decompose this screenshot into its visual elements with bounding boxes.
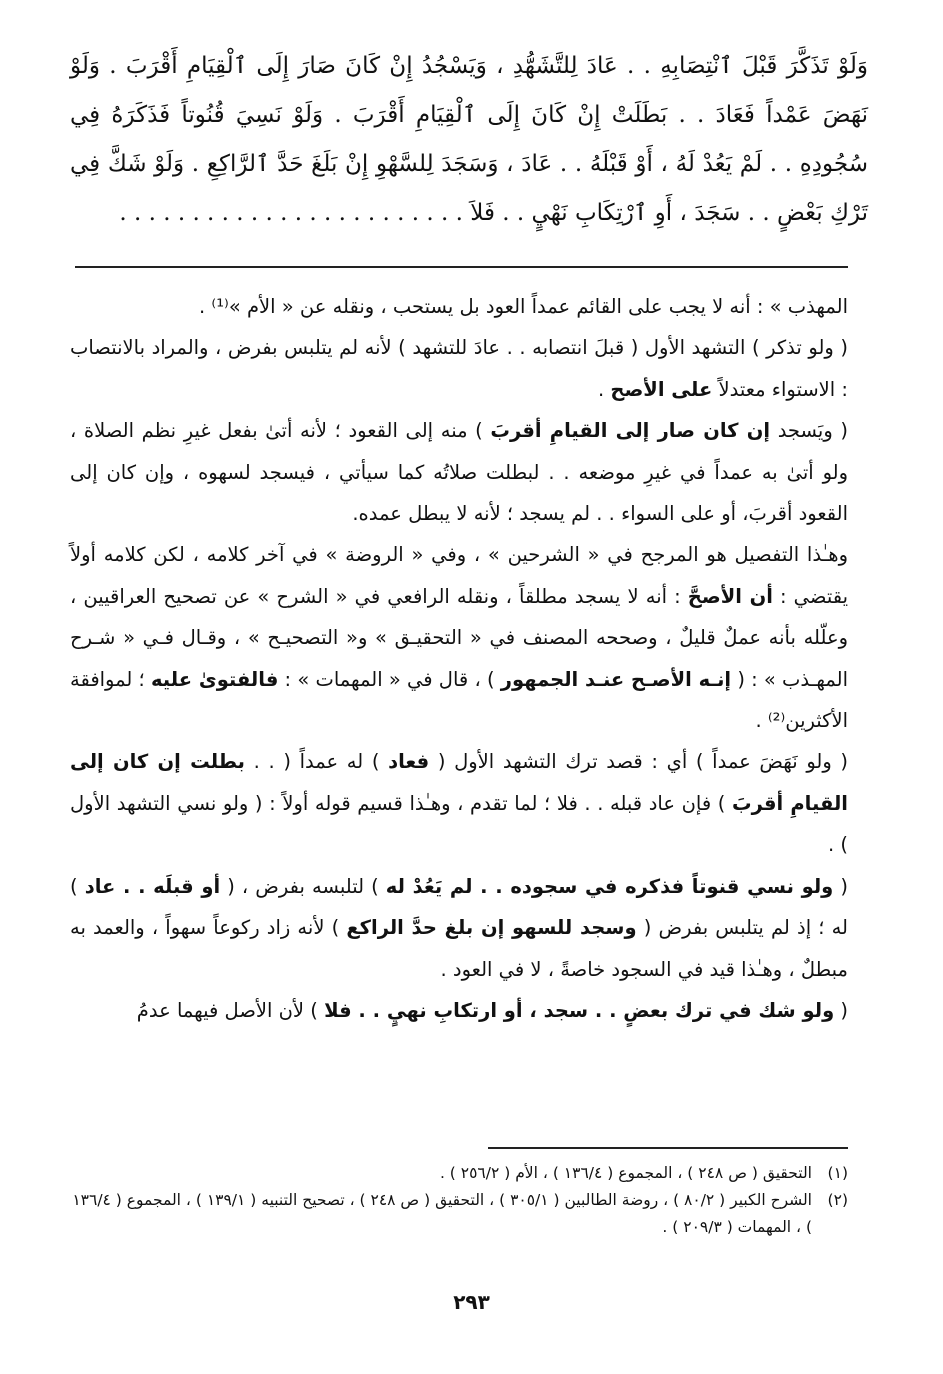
- sharh-paragraph-3: ( ويَسجد إن كان صار إلى القيامِ أقربَ ) منه إلى القعود ؛ لأنه أتىٰ بفعل غيرِ نظم الصلاة ، ولو أتىٰ به عمداً في غيرِ موضعه . . لبطلت صلاتُه كما سيأتي ، فيسجد لسهوه ، وإن كان إلى القعود أقربَ، أو على السواء . . لم يسجد ؛ لأنه لا يبطل عمده.: [70, 419, 848, 526]
- footnote-2: [70, 1187, 848, 1241]
- footnote-divider-line: [488, 1147, 848, 1149]
- sharh-paragraph-7: ( ولو شك في ترك بعضٍ . . سجد ، أو ارتكابِ نهيٍ . . فلا ) لأن الأصل فيهما عدمُ: [136, 998, 848, 1022]
- footnote-1: [70, 1160, 848, 1187]
- sharh-paragraph-5: ( ولو نَهَضَ عمداً ) أي : قصد ترك التشهد الأول ( فعاد ) له عمداً ( . . بطلت إن كان إلى القيامِ أقربَ ) فإن عاد قبله . . فلا ؛ لما تقدم ، وهـٰذا قسيم قوله أولاً : ( ولو نسي التشهد الأول ) .: [70, 750, 848, 857]
- footnotes-block: [70, 1160, 848, 1241]
- sharh-paragraph-2: ( ولو تذكر ) التشهد الأول ( قبلَ انتصابه . . عادَ للتشهد ) لأنه لم يتلبس بفرض ، والمراد بالانتصاب : الاستواء معتدلاً على الأصح .: [70, 336, 848, 401]
- footnote-number: (١): [827, 1164, 848, 1182]
- sharh-paragraph-1: المهذب » : أنه لا يجب على القائم عمداً العود بل يستحب ، ونقله عن « الأم »⁽¹⁾ .: [199, 295, 848, 318]
- matn-paragraph: وَلَوْ تَذَكَّرَ قَبْلَ ٱنْتِصَابِهِ . . عَادَ لِلتَّشَهُّدِ ، وَيَسْجُدُ إِنْ كَانَ صَارَ إِلَى ٱلْقِيَامِ أَقْرَبَ . وَلَوْ نَهَضَ عَمْداً فَعَادَ . . بَطَلَتْ إِنْ كَانَ إِلَى ٱلْقِيَامِ أَقْرَبَ . وَلَوْ نَسِيَ قُنُوتاً فَذَكَرَهُ فِي سُجُودِهِ . . لَمْ يَعُدْ لَهُ ، أَوْ قَبْلَهُ . . عَادَ ، وَسَجَدَ لِلسَّهْوِ إِنْ بَلَغَ حَدَّ ٱلرَّاكِعِ . وَلَوْ شَكَّ فِي تَرْكِ بَعْضٍ . . سَجَدَ ، أَوِ ٱرْتِكَابِ نَهْيٍ . . فَلاَ . . . . . . . . . . . . . . . . . . . . . . . .: [70, 53, 868, 226]
- sharh-paragraph-4: وهـٰذا التفصيل هو المرجح في « الشرحين » ، وفي « الروضة » في آخر كلامه ، لكن كلامه أولاً يقتضي : أن الأصحَّ : أنه لا يسجد مطلقاً ، ونقله الرافعي في « الشرح » عن تصحيح العراقيين ، وعلّله بأنه عملٌ قليلٌ ، وصححه المصنف في « التحقيـق » و« التصحيـح » ، وقـال فـي « شـرح المهـذب » : ( إنـه الأصـح عنـد الجمهور ) ، قال في « المهمات » : فالفتوىٰ عليه ؛ لموافقة الأكثرين⁽²⁾ .: [70, 543, 848, 733]
- sharh-text-block: [70, 286, 848, 1031]
- footnote-number: (٢): [827, 1191, 848, 1209]
- footnote-text: الشرح الكبير ( ٨٠/٢ ) ، روضة الطالبين ( ٣٠٥/١ ) ، التحقيق ( ص ٢٤٨ ) ، تصحيح التنبيه ( ١٣٩/١ ) ، المجموع ( ١٣٦/٤ ) ، المهمات ( ٢٠٩/٣ ) .: [72, 1191, 812, 1236]
- page-number: ٢٩٣: [453, 1290, 490, 1314]
- footnote-text: التحقيق ( ص ٢٤٨ ) ، المجموع ( ١٣٦/٤ ) ، الأم ( ٢٥٦/٢ ) .: [439, 1164, 812, 1182]
- matn-text-block: [70, 42, 868, 238]
- matn-divider-line: [75, 266, 848, 268]
- sharh-paragraph-6: ( ولو نسي قنوتاً فذكره في سجوده . . لم يَعُدْ له ) لتلبسه بفرض ، ( أو قبلَه . . عاد ) له ؛ إذ لم يتلبس بفرض ( وسجد للسهو إن بلغ حدَّ الراكع ) لأنه زاد ركوعاً سهواً ، والعمد به مبطلٌ ، وهـٰذا قيد في السجود خاصةً ، لا في العود .: [70, 874, 848, 981]
